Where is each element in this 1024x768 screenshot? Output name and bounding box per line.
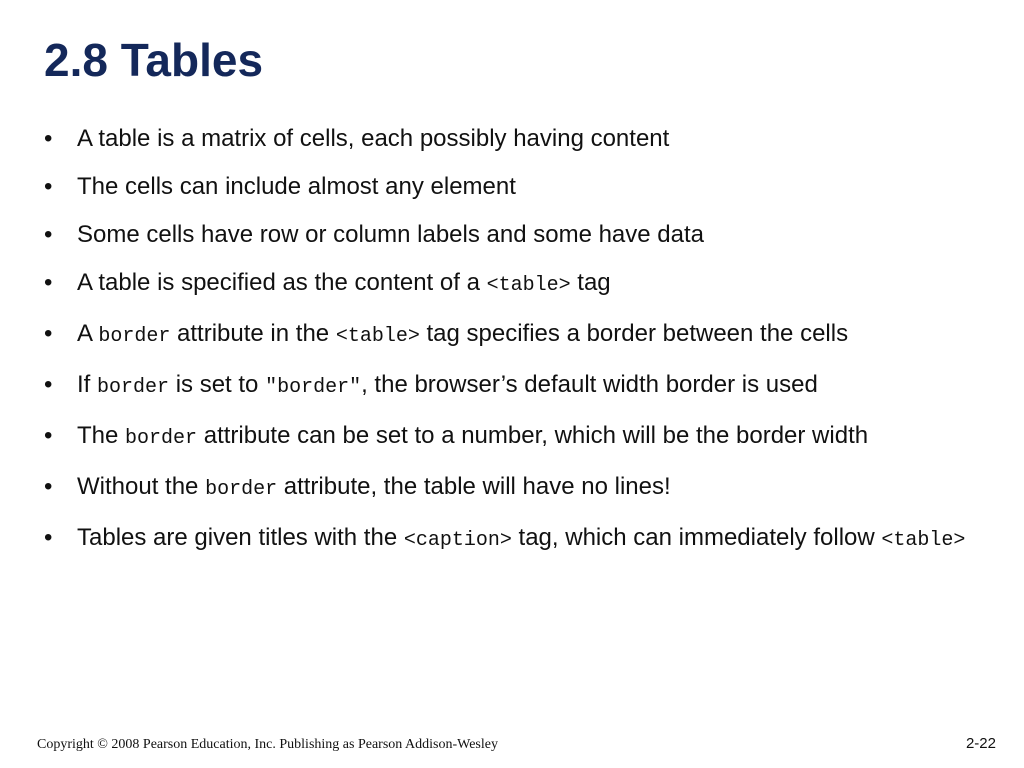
bullet-glyph: • [44,371,53,398]
bullet-item [44,263,984,306]
bullet-item [44,314,984,357]
page-number: 2-22 [965,735,996,752]
bullet-text: attribute, the table will have no lines! [277,473,671,500]
bullet-text: attribute can be set to a number, which will be the border width [197,422,869,449]
copyright-footer: Copyright © 2008 Pearson Education, Inc. Publishing as Pearson Addison-Wesley [37,737,498,752]
code-border-value: "border" [265,376,362,399]
bullet-glyph: • [44,524,53,551]
bullet-item [44,467,984,510]
bullet-text: Some cells have row or column labels and some have data [77,221,704,248]
bullet-glyph: • [44,221,53,248]
code-caption-tag: <caption> [403,529,512,552]
bullet-glyph: • [44,125,53,152]
bullet-item [44,518,984,561]
slide-title: 2.8 Tables [44,34,264,86]
bullet-glyph: • [44,422,53,449]
code-table-tag: <table> [335,325,420,348]
bullet-glyph: • [44,269,53,296]
code-table-tag: <table> [881,529,966,552]
bullet-text: Tables are given titles with the [77,524,404,551]
code-border-attr: border [205,478,278,501]
bullet-glyph: • [44,473,53,500]
bullet-glyph: • [44,173,53,200]
code-border-attr: border [98,325,171,348]
bullet-text: The cells can include almost any element [77,173,516,200]
bullet-item [44,416,984,459]
bullet-text: attribute in the [170,320,336,347]
bullet-text: A [77,320,99,347]
bullet-text: is set to [169,371,266,398]
code-border-attr: border [97,376,170,399]
bullet-text: A table is a matrix of cells, each possibly having content [77,125,670,152]
bullet-text: tag [570,269,611,296]
bullet-text: A table is specified as the content of a [77,269,487,296]
bullet-text: Without the [77,473,206,500]
bullet-text: If [77,371,98,398]
bullet-item [44,215,984,255]
bullet-glyph: • [44,320,53,347]
bullet-text: The [77,422,126,449]
bullet-list [44,119,984,569]
bullet-item [44,119,984,159]
bullet-text: tag specifies a border between the cells [419,320,849,347]
bullet-item [44,167,984,207]
code-border-attr: border [125,427,198,450]
bullet-item [44,365,984,408]
bullet-text: , the browser’s default width border is used [361,371,818,398]
bullet-text: tag, which can immediately follow [511,524,882,551]
code-table-tag: <table> [486,274,571,297]
